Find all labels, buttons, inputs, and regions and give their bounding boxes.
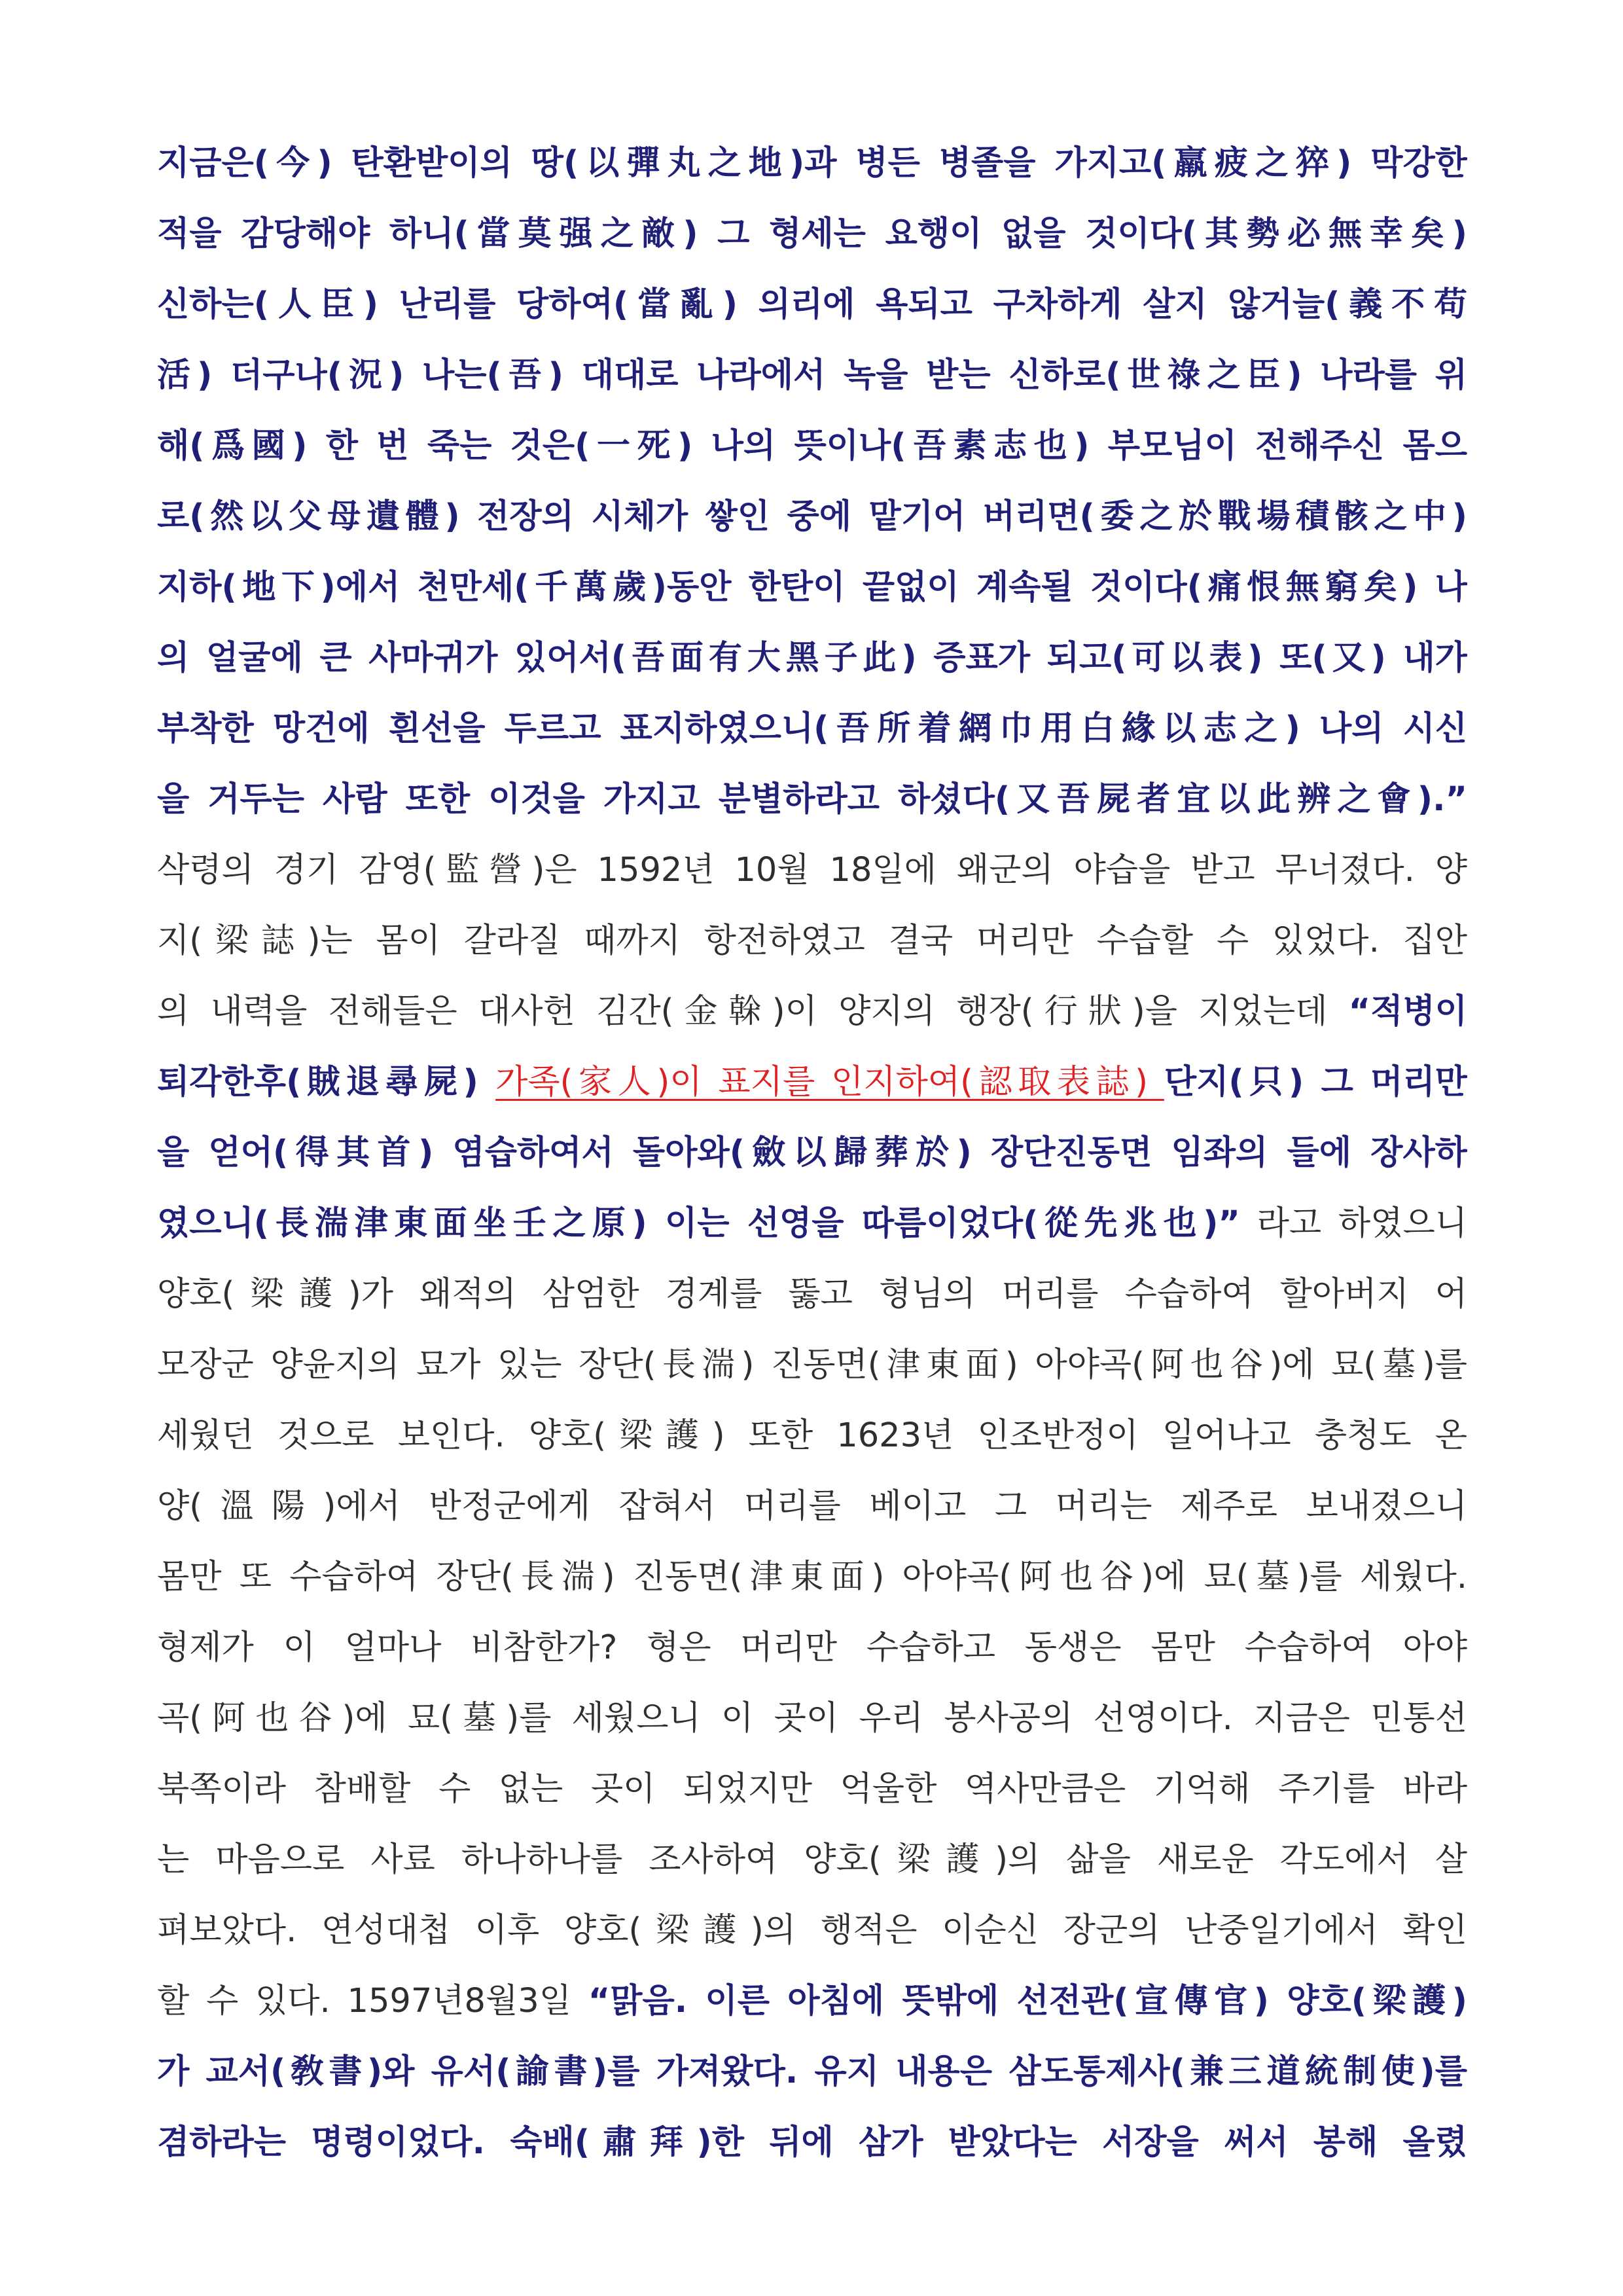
quoted-text: 을 거두는 사람 또한 이것을 가지고 분별하라고 하셨다(又吾屍者宜以此辨之會).” [157, 780, 1467, 819]
narrative-text: 양(溫陽)에서 반정군에게 잡혀서 머리를 베이고 그 머리는 제주로 보내졌으니 [157, 1487, 1467, 1526]
quoted-text: 지하(地下)에서 천만세(千萬歲)동안 한탄이 끝없이 계속될 것이다(痛恨無窮矣) 나 [157, 568, 1467, 607]
text-line [157, 1966, 1467, 2037]
narrative-text: 세웠던 것으로 보인다. 양호(梁護) 또한 1623년 인조반정이 일어나고 충청도 온 [157, 1416, 1467, 1455]
quoted-text: 적을 감당해야 하니(當莫强之敵) 그 형세는 요행이 없을 것이다(其勢必無幸矣) [157, 215, 1467, 253]
quoted-text: 였으니(長湍津東面坐壬之原) 이는 선영을 따름이었다(從先兆也)” [157, 1204, 1240, 1243]
quoted-text: 겸하라는 명령이었다. 숙배(肅拜)한 뒤에 삼가 받았다는 서장을 써서 봉해 올렸 [157, 2123, 1467, 2162]
narrative-text: 라고 하였으니 [1240, 1204, 1467, 1243]
text-line [157, 977, 1467, 1047]
narrative-text: 펴보았다. 연성대첩 이후 양호(梁護)의 행적은 이순신 장군의 난중일기에서 확인 [157, 1911, 1467, 1950]
text-line [157, 764, 1467, 835]
text-line [157, 2037, 1467, 2108]
quoted-text: 지금은(今) 탄환받이의 땅(以彈丸之地)과 병든 병졸을 가지고(羸疲之猝) 막강한 [157, 144, 1467, 183]
text-line [157, 340, 1467, 411]
text-line [157, 1895, 1467, 1966]
text-line [157, 1471, 1467, 1542]
quoted-text: 가 교서(敎書)와 유서(諭書)를 가져왔다. 유지 내용은 삼도통제사(兼三道統制使)를 [157, 2053, 1467, 2091]
quoted-text: 의 얼굴에 큰 사마귀가 있어서(吾面有大黑子此) 증표가 되고(可以表) 또(又) 내가 [157, 639, 1467, 677]
quoted-text: 퇴각한후(賊退尋屍) [157, 1063, 496, 1102]
narrative-text: 할 수 있다. 1597년8월3일 [157, 1982, 588, 2020]
narrative-text: 는 마음으로 사료 하나하나를 조사하여 양호(梁護)의 삶을 새로운 각도에서 살 [157, 1840, 1467, 1879]
quoted-text: 부착한 망건에 흰선을 두르고 표지하였으니(吾所着網巾用白緣以志之) 나의 시신 [157, 709, 1467, 748]
quoted-text: 신하는(人臣) 난리를 당하여(當亂) 의리에 욕되고 구차하게 살지 않거늘(義不苟 [157, 285, 1467, 324]
quoted-text: 단지(只) 그 머리만 [1164, 1063, 1467, 1102]
text-line [157, 2108, 1467, 2178]
narrative-text: 삭령의 경기 감영(監營)은 1592년 10월 18일에 왜군의 야습을 받고 무너졌다. 양 [157, 851, 1467, 889]
narrative-text: 형제가 이 얼마나 비참한가? 형은 머리만 수습하고 동생은 몸만 수습하여 아야 [157, 1628, 1467, 1667]
text-line [157, 270, 1467, 340]
text-line [157, 623, 1467, 694]
narrative-text: 모장군 양윤지의 묘가 있는 장단(長湍) 진동면(津東面) 아야곡(阿也谷)에 묘(墓)를 [157, 1346, 1467, 1384]
text-line [157, 1754, 1467, 1825]
text-line [157, 1825, 1467, 1895]
text-line [157, 199, 1467, 270]
quoted-text: “적병이 [1348, 992, 1467, 1031]
text-line [157, 1683, 1467, 1754]
narrative-text: 몸만 또 수습하여 장단(長湍) 진동면(津東面) 아야곡(阿也谷)에 묘(墓)를 세웠다. [157, 1558, 1467, 1596]
text-line [157, 128, 1467, 199]
text-line [157, 1401, 1467, 1471]
highlighted-phrase: 가족(家人)이 표지를 인지하여(認取表誌) [495, 1063, 1164, 1102]
text-line [157, 694, 1467, 764]
narrative-text: 지(梁誌)는 몸이 갈라질 때까지 항전하였고 결국 머리만 수습할 수 있었다. 집안 [157, 922, 1467, 960]
quoted-text: 을 얻어(得其首) 염습하여서 돌아와(斂以歸葬於) 장단진동면 임좌의 들에 장사하 [157, 1134, 1467, 1172]
text-line [157, 552, 1467, 623]
text-line [157, 482, 1467, 552]
narrative-text: 북쪽이라 참배할 수 없는 곳이 되었지만 억울한 역사만큼은 기억해 주기를 바라 [157, 1770, 1467, 1808]
text-line [157, 1542, 1467, 1613]
narrative-text: 양호(梁護)가 왜적의 삼엄한 경계를 뚫고 형님의 머리를 수습하여 할아버지 어 [157, 1275, 1467, 1314]
narrative-text: 곡(阿也谷)에 묘(墓)를 세웠으니 이 곳이 우리 봉사공의 선영이다. 지금은 민통선 [157, 1699, 1467, 1738]
text-line [157, 1047, 1467, 1118]
text-line [157, 1259, 1467, 1330]
text-line [157, 1613, 1467, 1683]
text-line [157, 411, 1467, 482]
text-line [157, 1118, 1467, 1189]
quoted-text: 로(然以父母遺體) 전장의 시체가 쌓인 중에 맡기어 버리면(委之於戰場積骸之中) [157, 497, 1467, 536]
quoted-text: “맑음. 이른 아침에 뜻밖에 선전관(宣傳官) 양호(梁護) [588, 1982, 1467, 2020]
text-line [157, 906, 1467, 977]
text-line [157, 1189, 1467, 1259]
text-line [157, 1330, 1467, 1401]
body-text [157, 128, 1467, 2178]
narrative-text: 의 내력을 전해들은 대사헌 김간(金榦)이 양지의 행장(行狀)을 지었는데 [157, 992, 1349, 1031]
quoted-text: 活) 더구나(況) 나는(吾) 대대로 나라에서 녹을 받는 신하로(世祿之臣) 나라를 위 [157, 356, 1467, 395]
quoted-text: 해(爲國) 한 번 죽는 것은(一死) 나의 뜻이나(吾素志也) 부모님이 전해주신 몸으 [157, 427, 1467, 465]
text-line [157, 835, 1467, 906]
